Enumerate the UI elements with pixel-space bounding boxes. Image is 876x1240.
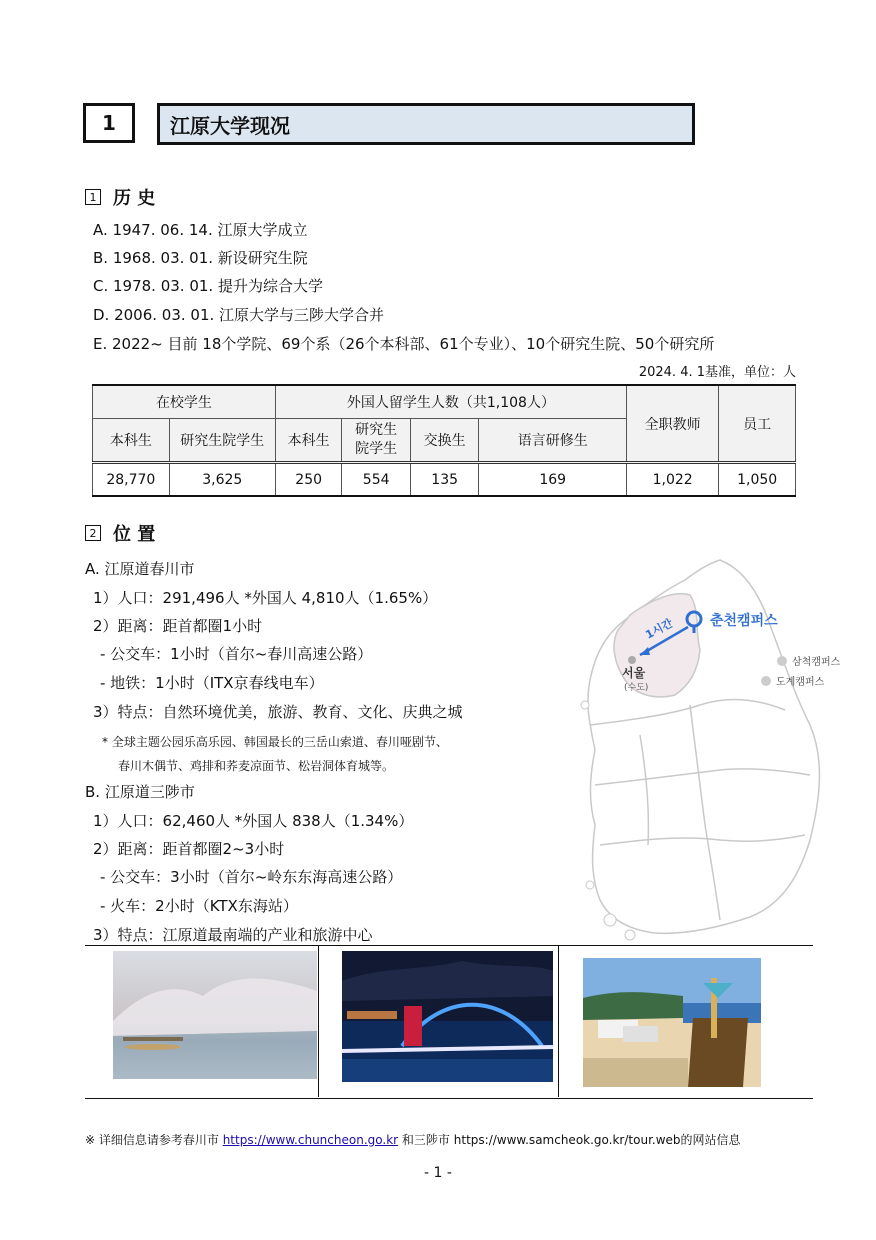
history-item-b: B. 1968. 03. 01. 新设研究生院 (93, 249, 308, 267)
samcheok-train: - 火车：2小时（KTX东海站） (100, 897, 298, 915)
value-faculty: 1,022 (626, 463, 718, 497)
map-mainland-outline (588, 560, 820, 933)
value-undergrad: 28,770 (93, 463, 170, 497)
photo-night-bridge (342, 951, 553, 1082)
history-heading (85, 184, 155, 210)
chuncheon-features: 3）特点：自然环境优美，旅游、教育、文化、庆典之城 (93, 703, 463, 721)
sub-header-grad: 研究生院学生 (169, 419, 275, 463)
history-item-c: C. 1978. 03. 01. 提升为综合大学 (93, 277, 323, 295)
samcheok-features: 3）特点：江原道最南端的产业和旅游中心 (93, 926, 373, 944)
footnote (85, 1131, 741, 1148)
korea-map (570, 555, 841, 945)
samcheok-website-text: https://www.samcheok.go.kr/tour.web的网站信息 (453, 1133, 741, 1147)
value-staff: 1,050 (719, 463, 796, 497)
header-staff: 员工 (719, 385, 796, 463)
map-label-chuncheon: 춘천캠퍼스 (710, 613, 778, 629)
dogye-marker (761, 676, 771, 686)
student-stats-table (92, 384, 796, 497)
samcheok-bus: - 公交车：3小时（首尔~岭东东海高速公路） (100, 868, 403, 886)
chuncheon-bus: - 公交车：1小时（首尔~春川高速公路） (100, 645, 373, 663)
history-heading-text: 历 史 (113, 188, 156, 209)
samcheok-distance: 2）距离：距首都圈2~3小时 (93, 840, 285, 858)
value-language: 169 (479, 463, 627, 497)
sub-header-foreign-grad: 研究生 院学生 (342, 419, 411, 463)
chuncheon-subway: - 地铁：1小时（ITX京春线电车） (100, 674, 324, 692)
map-island-4 (581, 701, 589, 709)
history-section-box: 1 (85, 189, 101, 205)
map-label-samcheok: 삼척캠퍼스 (792, 657, 841, 668)
photo-divider-2 (558, 945, 559, 1097)
seoul-marker (628, 656, 636, 664)
map-label-dogye: 도계캠퍼스 (776, 677, 825, 688)
map-label-one-hour: 1시간 (643, 616, 675, 642)
chuncheon-note-1: * 全球主题公园乐高乐园、韩国最长的三岳山索道、春川哑剧节、 (102, 735, 448, 749)
samcheok-title: B. 江原道三陟市 (85, 783, 195, 801)
photo-divider-1 (318, 945, 319, 1097)
value-foreign-undergrad: 250 (275, 463, 342, 497)
location-heading-text: 位 置 (113, 524, 156, 545)
value-foreign-grad: 554 (342, 463, 411, 497)
map-island-1 (604, 914, 616, 926)
location-section-box: 2 (85, 525, 101, 541)
chuncheon-note-2: 春川木偶节、鸡排和荞麦凉面节、松岩洞体育城等。 (118, 759, 395, 773)
header-enrolled: 在校学生 (93, 385, 276, 419)
chuncheon-title: A. 江原道春川市 (85, 560, 195, 578)
chuncheon-website-link[interactable]: https://www.chuncheon.go.kr (222, 1133, 399, 1147)
chapter-title-text: 江原大学现况 (170, 113, 290, 138)
map-island-3 (586, 881, 594, 889)
chuncheon-population: 1）人口：291,496人 *外国人 4,810人（1.65%） (93, 589, 438, 607)
header-faculty: 全职教师 (626, 385, 718, 463)
sub-header-language: 语言研修生 (479, 419, 627, 463)
history-item-d: D. 2006. 03. 01. 江原大学与三陟大学合并 (93, 306, 385, 324)
footnote-prefix: ※ 详细信息请参考春川市 (85, 1133, 219, 1147)
photo-beach-park (583, 958, 761, 1087)
map-label-capital: (수도) (624, 683, 649, 693)
value-grad: 3,625 (169, 463, 275, 497)
map-provinces (588, 560, 820, 933)
chapter-title (157, 103, 695, 145)
map-island-2 (625, 930, 635, 940)
header-foreign: 外国人留学生人数（共1,108人） (275, 385, 626, 419)
chapter-number: 1 (83, 103, 135, 143)
history-item-a: A. 1947. 06. 14. 江原大学成立 (93, 221, 308, 239)
value-exchange: 135 (410, 463, 479, 497)
sub-header-foreign-undergrad: 本科生 (275, 419, 342, 463)
location-heading (85, 520, 155, 546)
samcheok-population: 1）人口：62,460人 *外国人 838人（1.34%） (93, 812, 414, 830)
footnote-middle: 和三陟市 (401, 1133, 450, 1147)
photo-frosted-river (113, 951, 317, 1079)
table-note: 2024. 4. 1基准，单位：人 (638, 365, 796, 380)
sub-header-undergrad: 本科生 (93, 419, 170, 463)
chuncheon-distance: 2）距离：距首都圈1小时 (93, 617, 263, 635)
map-label-seoul: 서울 (622, 666, 646, 680)
sub-header-exchange: 交换生 (410, 419, 479, 463)
samcheok-marker (777, 656, 787, 666)
history-item-e: E. 2022~ 目前 18个学院、69个系（26个本科部、61个专业）、10个研究生院、50个研究所 (93, 335, 715, 353)
page-number: - 1 - (424, 1165, 452, 1181)
